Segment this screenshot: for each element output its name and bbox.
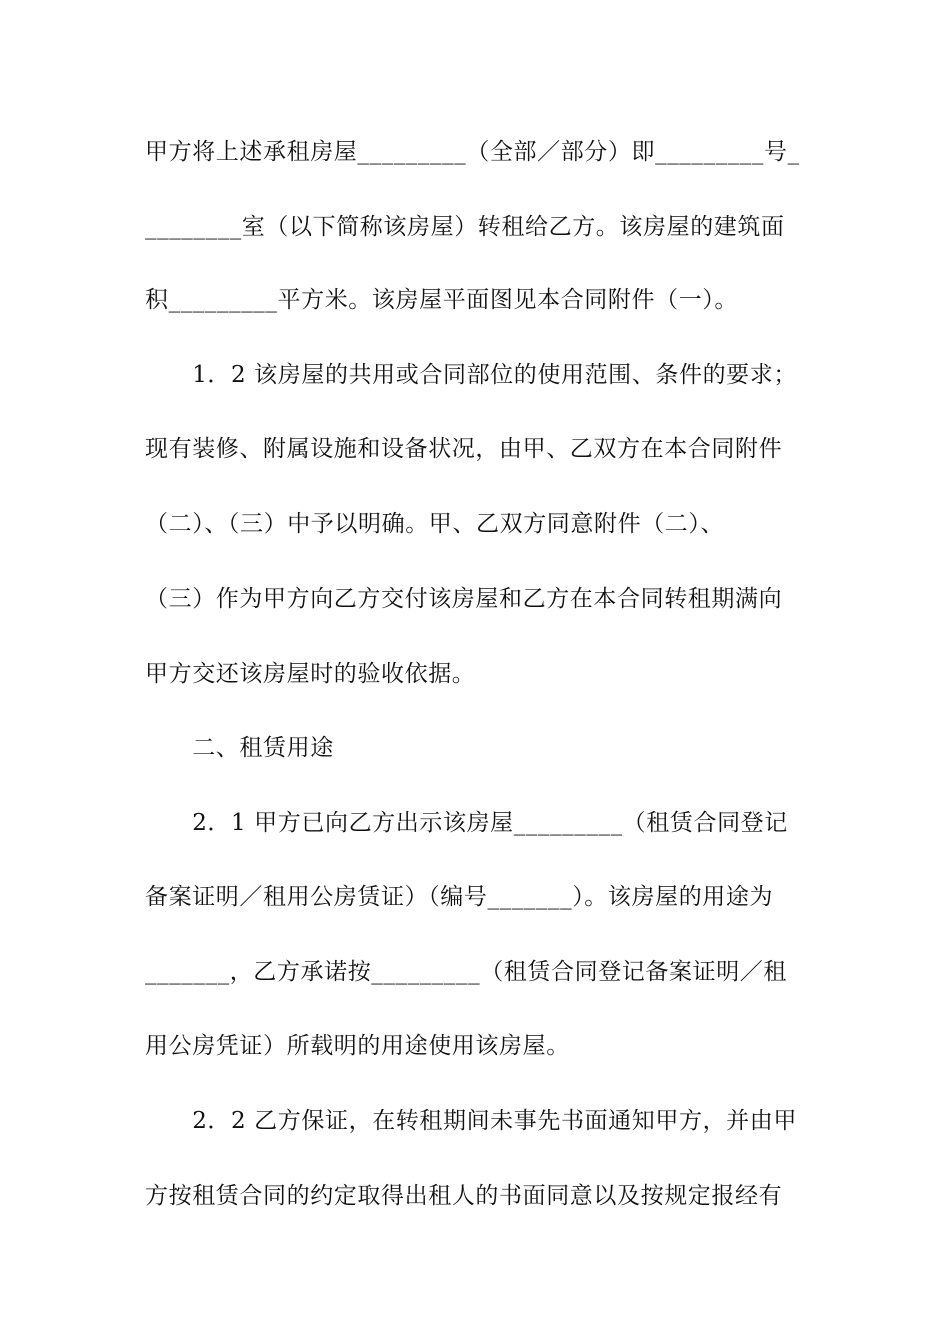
text-line: 1．2 该房屋的共用或合同部位的使用范围、条件的要求； <box>145 362 797 388</box>
text-line: （三）作为甲方向乙方交付该房屋和乙方在本合同转租期满向 <box>145 586 783 612</box>
text-line: 2．2 乙方保证，在转租期间未事先书面通知甲方，并由甲 <box>145 1108 797 1134</box>
text-line: 备案证明／租用公房赁证）（编号_______）。该房屋的用途为 <box>145 884 774 910</box>
text-line: 方按租赁合同的约定取得出租人的书面同意以及按规定报经有 <box>145 1183 783 1209</box>
text-line: 用公房凭证）所载明的用途使用该房屋。 <box>145 1033 570 1059</box>
text-line: 现有装修、附属设施和设备状况，由甲、乙双方在本合同附件 <box>145 436 783 462</box>
text-line: 甲方将上述承租房屋_________（全部／部分）即_________号_ <box>145 139 800 165</box>
text-line: _______，乙方承诺按_________（租赁合同登记备案证明／租 <box>145 959 787 985</box>
text-line: 2．1 甲方已向乙方出示该房屋_________（租赁合同登记 <box>145 810 788 836</box>
text-line: 积_________平方米。该房屋平面图见本合同附件（一）。 <box>145 287 738 313</box>
text-line: 甲方交还该房屋时的验收依据。 <box>145 661 476 687</box>
text-line: （二）、（三）中予以明确。甲、乙双方同意附件（二）、 <box>145 511 725 537</box>
text-line: ________室（以下简称该房屋）转租给乙方。该房屋的建筑面 <box>145 214 785 240</box>
section-heading: 二、租赁用途 <box>145 735 334 761</box>
